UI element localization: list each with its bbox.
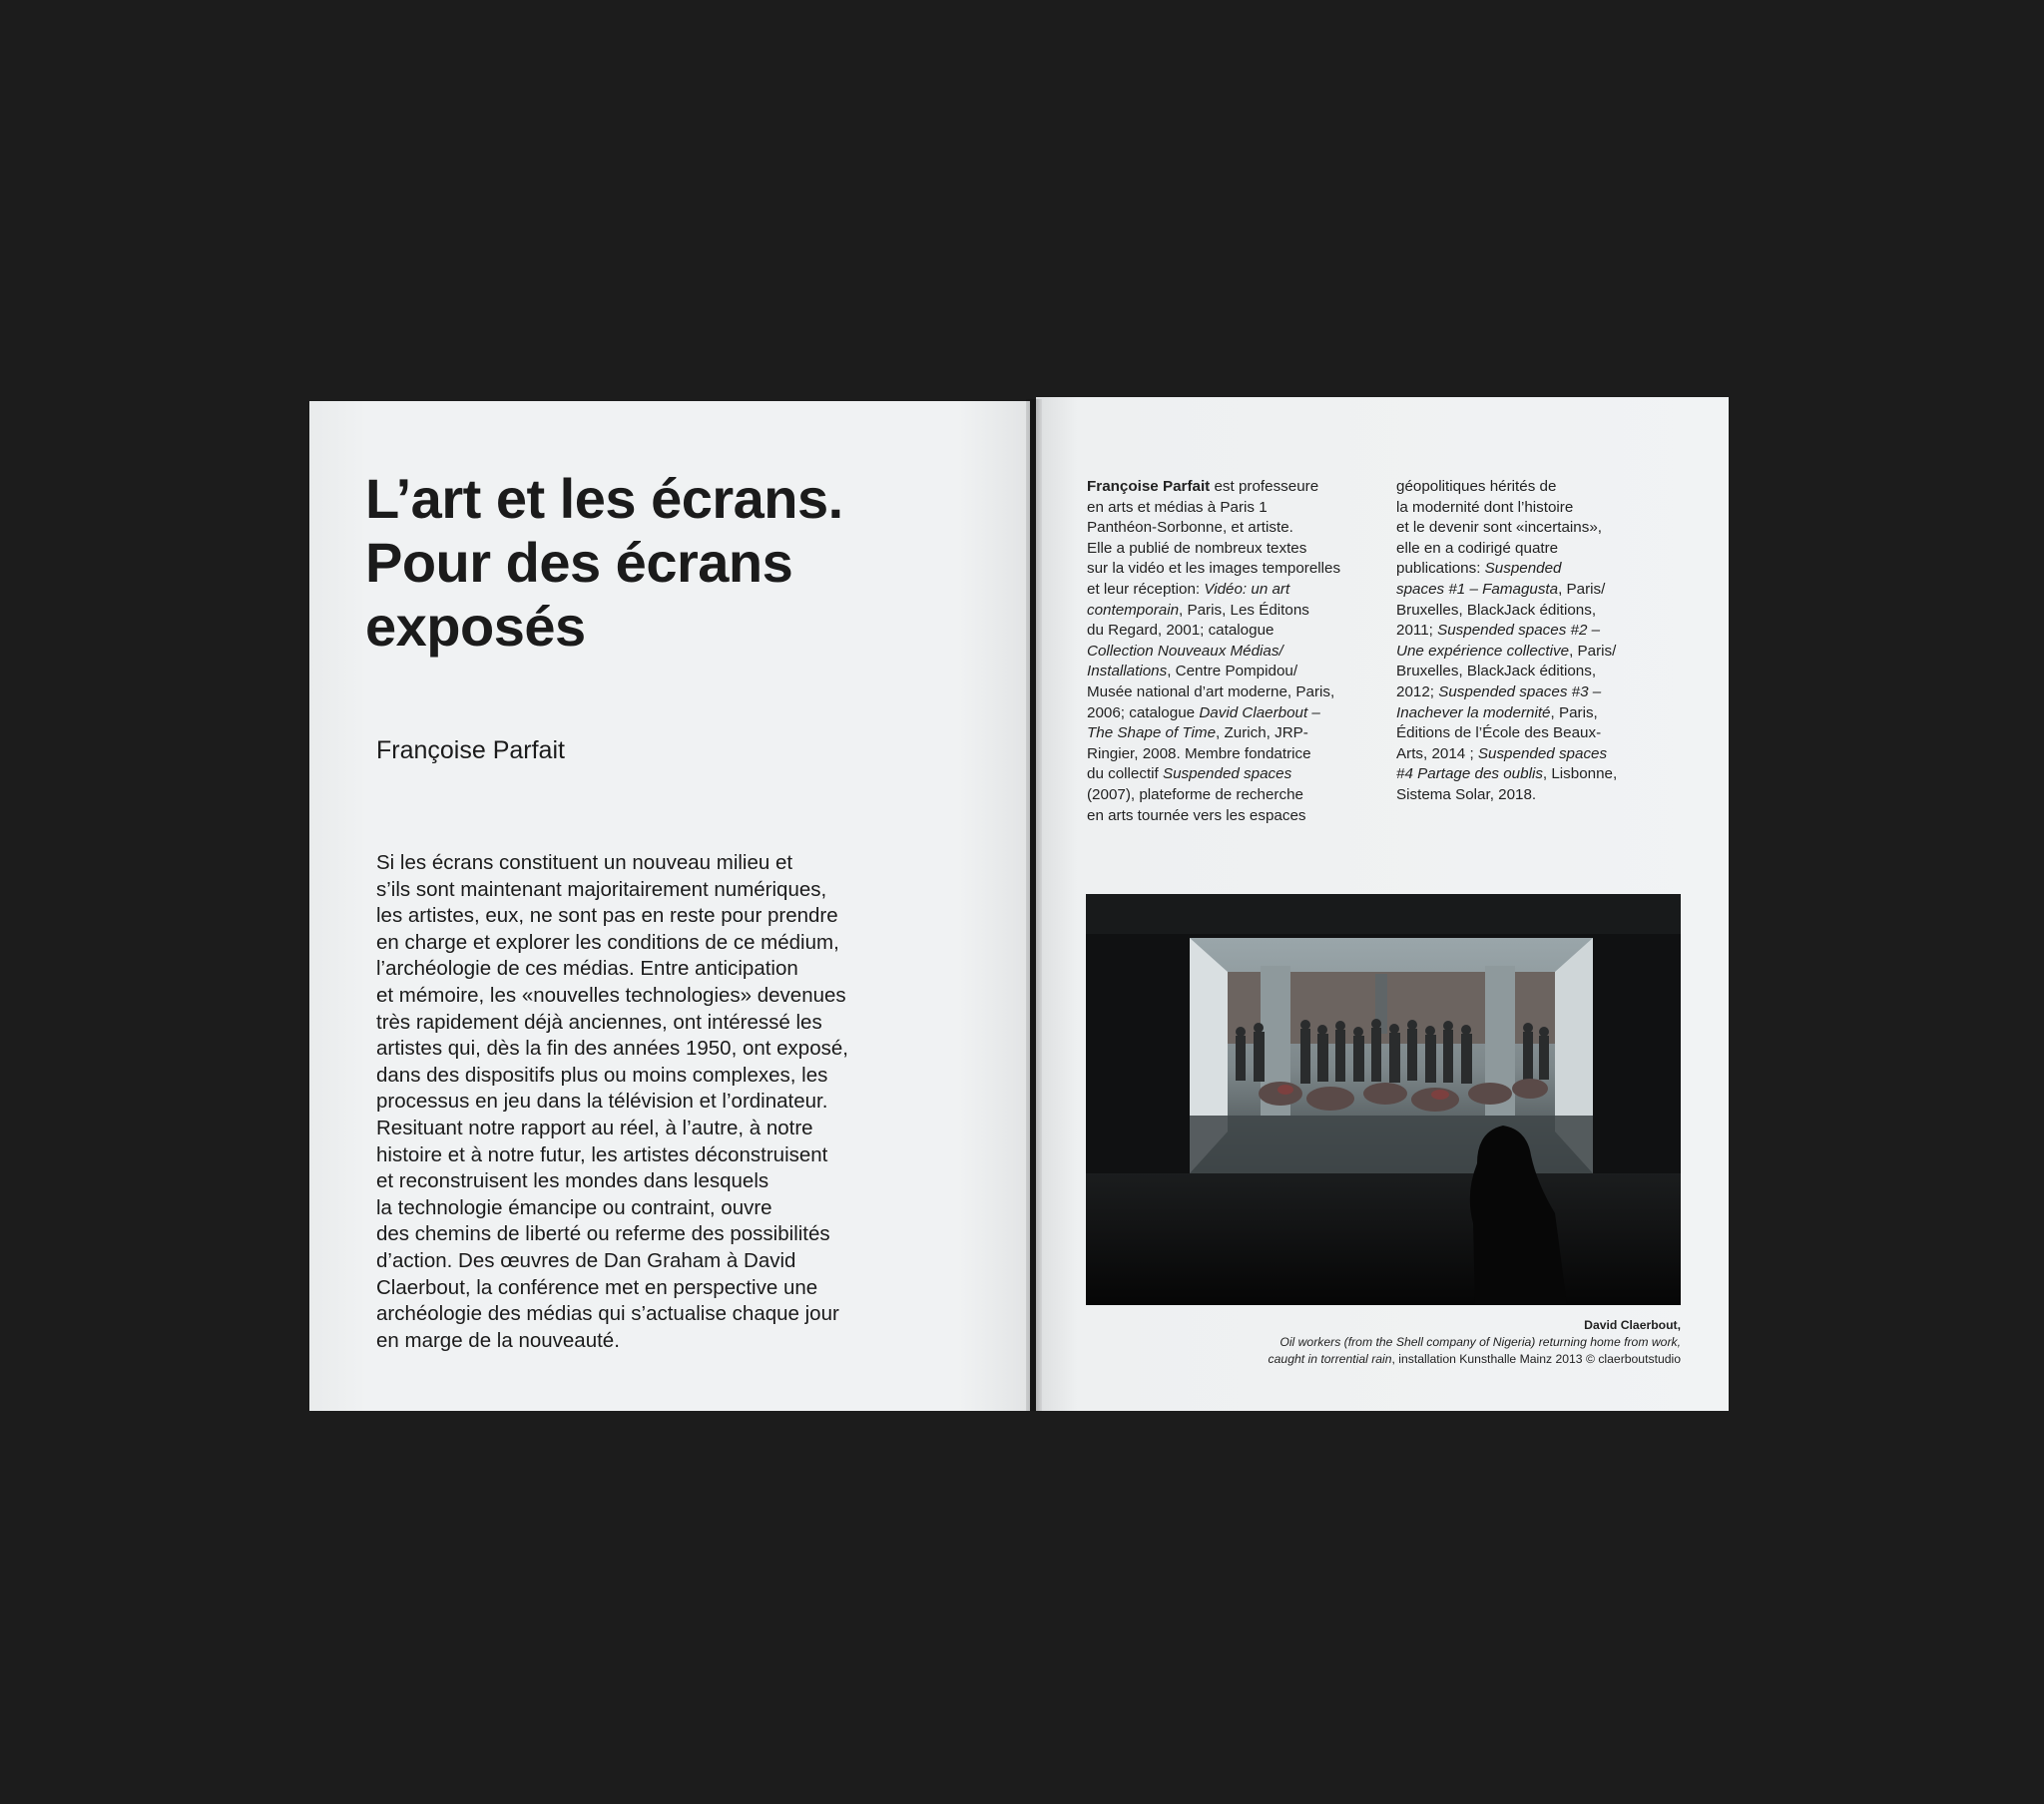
abstract-line: Si les écrans constituent un nouveau milieu et — [376, 851, 793, 874]
bio-line-segment: Vidéo: un art — [1204, 580, 1290, 598]
installation-photo-image — [1086, 894, 1681, 1305]
caption-line — [1098, 1334, 1681, 1351]
bio-line — [1087, 601, 1386, 622]
bio-line — [1396, 559, 1696, 580]
bio-line — [1087, 764, 1386, 785]
bio-line — [1396, 703, 1696, 724]
bio-line — [1087, 744, 1386, 765]
bio-line-segment: en arts tournée vers les espaces — [1087, 806, 1306, 824]
bio-line — [1396, 580, 1696, 601]
bio-line-segment: Françoise Parfait — [1087, 478, 1211, 495]
bio-line — [1396, 621, 1696, 642]
author-bio-column-1 — [1087, 477, 1386, 826]
bio-line-segment: spaces #1 – Famagusta — [1396, 580, 1559, 598]
bio-line-segment: Musée national d’art moderne, Paris, — [1087, 682, 1335, 700]
bio-line-segment: Arts, 2014 ; — [1396, 744, 1478, 762]
bio-line-segment: Ringier, 2008. Membre fondatrice — [1087, 744, 1311, 762]
bio-line — [1087, 539, 1386, 560]
bio-line-segment: géopolitiques hérités de — [1396, 478, 1557, 495]
bio-line — [1396, 744, 1696, 765]
abstract-line: artistes qui, dès la fin des années 1950, ont exposé, — [376, 1037, 848, 1061]
bio-line — [1087, 580, 1386, 601]
bio-line — [1087, 498, 1386, 519]
bio-line-segment: Panthéon-Sorbonne, et artiste. — [1087, 519, 1293, 537]
caption-line — [1098, 1317, 1681, 1334]
bio-line-segment: The Shape of Time — [1087, 724, 1217, 742]
bio-line-segment: , Paris/ — [1558, 580, 1606, 598]
bio-line-segment: , Centre Pompidou/ — [1167, 663, 1298, 680]
abstract-line: histoire et à notre futur, les artistes déconstruisent — [376, 1142, 828, 1166]
bio-line — [1087, 662, 1386, 682]
bio-line-segment: Suspended spaces — [1477, 744, 1608, 762]
abstract-line: en marge de la nouveauté. — [376, 1328, 620, 1352]
bio-line-segment: (2007), plateforme de recherche — [1087, 785, 1303, 803]
bio-line-segment: sur la vidéo et les images temporelles — [1087, 560, 1341, 578]
bio-line-segment: Suspended — [1484, 560, 1562, 578]
bio-line — [1396, 539, 1696, 560]
abstract-line: d’action. Des œuvres de Dan Graham à David — [376, 1248, 796, 1272]
abstract-line: processus en jeu dans la télévision et l’ordinateur. — [376, 1090, 828, 1114]
bio-line-segment: #4 Partage des oublis — [1396, 765, 1543, 783]
abstract-line: et mémoire, les «nouvelles technologies» devenues — [376, 983, 846, 1007]
bio-line-segment: , Paris, Les Éditons — [1179, 601, 1309, 619]
bio-line — [1396, 642, 1696, 663]
bio-line — [1396, 518, 1696, 539]
abstract-line: en charge et explorer les conditions de ce médium, — [376, 930, 839, 954]
abstract-line: et reconstruisent les mondes dans lesquels — [376, 1169, 769, 1193]
author-bio-column-2 — [1396, 477, 1696, 806]
bio-line-segment: Bruxelles, BlackJack éditions, — [1396, 663, 1597, 680]
bio-line-segment: Collection Nouveaux Médias/ — [1087, 642, 1283, 660]
bio-line-segment: , Paris/ — [1569, 642, 1617, 660]
bio-line-segment: publications: — [1396, 560, 1485, 578]
bio-line — [1087, 723, 1386, 744]
bio-line — [1087, 682, 1386, 703]
bio-line-segment: et le devenir sont «incertains», — [1396, 519, 1602, 537]
bio-line-segment: elle en a codirigé quatre — [1396, 539, 1559, 557]
abstract-line: les artistes, eux, ne sont pas en reste pour prendre — [376, 904, 838, 928]
photo-caption — [1098, 1317, 1681, 1368]
bio-line-segment: Inachever la modernité — [1396, 703, 1551, 721]
bio-line — [1396, 764, 1696, 785]
caption-line-segment: , installation Kunsthalle Mainz 2013 © claerboutstudio — [1391, 1352, 1681, 1366]
bio-line-segment: Éditions de l’École des Beaux- — [1396, 724, 1602, 742]
author-name: Françoise Parfait — [376, 736, 565, 764]
bio-line-segment: est professeure — [1210, 478, 1319, 495]
caption-line-segment: Oil workers (from the Shell company of Nigeria) returning home from work, — [1279, 1335, 1681, 1349]
installation-photo — [1086, 894, 1681, 1305]
abstract-line: des chemins de liberté ou referme des possibilités — [376, 1222, 830, 1246]
bio-line-segment: , Zurich, JRP- — [1216, 724, 1308, 742]
bio-line-segment: David Claerbout – — [1199, 703, 1320, 721]
abstract-line: archéologie des médias qui s’actualise chaque jour — [376, 1302, 839, 1326]
title-line: exposés — [365, 595, 586, 658]
bio-line-segment: Suspended spaces #2 – — [1437, 622, 1601, 640]
abstract-line: Resituant notre rapport au réel, à l’autre, à notre — [376, 1116, 813, 1139]
bio-line-segment: 2011; — [1396, 622, 1438, 640]
bio-line-segment: , Paris, — [1550, 703, 1598, 721]
article-title — [365, 467, 984, 659]
bio-line-segment: la modernité dont l’histoire — [1396, 498, 1574, 516]
caption-line-segment: David Claerbout, — [1584, 1318, 1681, 1332]
abstract-line: très rapidement déjà anciennes, ont intéressé les — [376, 1010, 822, 1034]
abstract-line: Claerbout, la conférence met en perspective une — [376, 1275, 818, 1299]
bio-line — [1087, 621, 1386, 642]
bio-line-segment: 2012; — [1396, 682, 1439, 700]
bio-line-segment: du collectif — [1087, 765, 1163, 783]
bio-line — [1396, 682, 1696, 703]
bio-line — [1087, 785, 1386, 806]
bio-line — [1087, 642, 1386, 663]
abstract-line: la technologie émancipe ou contraint, ouvre — [376, 1195, 772, 1219]
bio-line-segment: Installations — [1087, 663, 1168, 680]
abstract-text — [376, 850, 1015, 1354]
bio-line-segment: Bruxelles, BlackJack éditions, — [1396, 601, 1597, 619]
bio-line-segment: , Lisbonne, — [1542, 765, 1618, 783]
abstract-line: s’ils sont maintenant majoritairement numériques, — [376, 877, 827, 901]
bio-line-segment: Elle a publié de nombreux textes — [1087, 539, 1307, 557]
bio-line — [1396, 785, 1696, 806]
spine-fold — [1026, 399, 1042, 1411]
bio-line-segment: Suspended spaces #3 – — [1438, 682, 1602, 700]
caption-line — [1098, 1351, 1681, 1368]
abstract-line: dans des dispositifs plus ou moins complexes, les — [376, 1063, 828, 1087]
bio-line-segment: en arts et médias à Paris 1 — [1087, 498, 1268, 516]
bio-line — [1396, 662, 1696, 682]
abstract-line: l’archéologie de ces médias. Entre anticipation — [376, 957, 798, 981]
bio-line — [1396, 498, 1696, 519]
title-line: Pour des écrans — [365, 531, 793, 594]
caption-line-segment: caught in torrential rain — [1268, 1352, 1392, 1366]
bio-line — [1396, 601, 1696, 622]
bio-line — [1396, 477, 1696, 498]
bio-line-segment: Suspended spaces — [1162, 765, 1292, 783]
bio-line — [1087, 806, 1386, 827]
bio-line-segment: Une expérience collective — [1396, 642, 1570, 660]
bio-line-segment: et leur réception: — [1087, 580, 1205, 598]
bio-line-segment: Sistema Solar, 2018. — [1396, 785, 1537, 803]
title-line: L’art et les écrans. — [365, 467, 843, 530]
bio-line — [1396, 723, 1696, 744]
bio-line — [1087, 559, 1386, 580]
bio-line — [1087, 703, 1386, 724]
bio-line-segment: 2006; catalogue — [1087, 703, 1200, 721]
bio-line — [1087, 477, 1386, 498]
bio-line-segment: contemporain — [1087, 601, 1180, 619]
bio-line — [1087, 518, 1386, 539]
bio-line-segment: du Regard, 2001; catalogue — [1087, 622, 1275, 640]
